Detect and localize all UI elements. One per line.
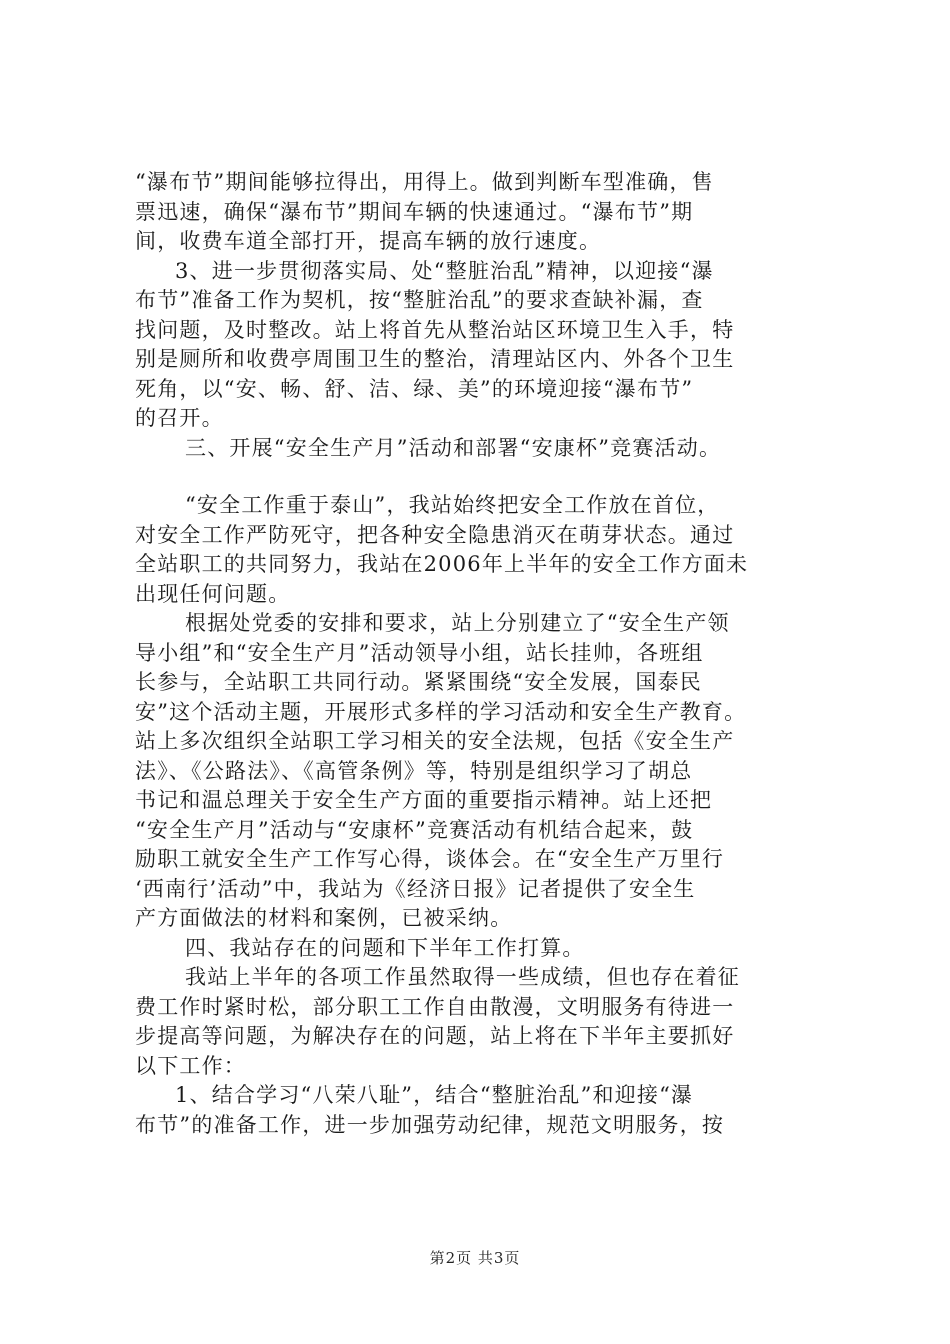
paragraph-line: 全站职工的共同努力，我站在2006年上半年的安全工作方面未 [135, 552, 749, 576]
paragraph-line: ‘西南行’活动”中，我站为《经济日报》记者提供了安全生 [135, 876, 696, 901]
paragraph-line: 票迅速，确保“瀑布节”期间车辆的快速通过。“瀑布节”期 [135, 199, 694, 224]
paragraph-line: 对安全工作严防死守，把各种安全隐患消灭在萌芽状态。通过 [135, 522, 735, 547]
paragraph-line: 出现任何问题。 [135, 581, 291, 606]
paragraph-line: 步提高等问题，为解决存在的问题，站上将在下半年主要抓好 [135, 1024, 735, 1048]
paragraph-line: 以下工作： [135, 1053, 246, 1078]
paragraph-line: 站上多次组织全站职工学习相关的安全法规，包括《安全生产 [135, 729, 735, 753]
paragraph-line: 间，收费车道全部打开，提高车辆的放行速度。 [135, 229, 602, 253]
paragraph-line: “安全工作重于泰山”，我站始终把安全工作放在首位， [185, 493, 720, 517]
paragraph-line: 安”这个活动主题，开展形式多样的学习活动和安全生产教育。 [135, 699, 747, 724]
paragraph-line: 费工作时紧时松，部分职工工作自由散漫，文明服务有待进一 [135, 994, 735, 1019]
paragraph-line: 励职工就安全生产工作写心得，谈体会。在“安全生产万里行 [135, 847, 725, 871]
paragraph-line: 的召开。 [135, 406, 224, 430]
paragraph-line: “瀑布节”期间能够拉得出，用得上。做到判断车型准确，售 [135, 170, 714, 194]
paragraph-line: 别是厕所和收费亭周围卫生的整治，清理站区内、外各个卫生 [135, 347, 735, 371]
paragraph-line: 书记和温总理关于安全生产方面的重要指示精神。站上还把 [135, 788, 713, 812]
page-footer: 第2页 共3页 [429, 1249, 521, 1267]
paragraph-line: 产方面做法的材料和案例，已被采纳。 [135, 906, 513, 930]
section-heading: 三、开展“安全生产月”活动和部署“安康杯”竞赛活动。 [185, 435, 722, 460]
paragraph-line: 法》、《公路法》、《高管条例》等，特别是组织学习了胡总 [135, 758, 693, 783]
paragraph-line: 找问题，及时整改。站上将首先从整治站区环境卫生入手，特 [135, 317, 735, 342]
paragraph-line: 布节”准备工作为契机，按“整脏治乱”的要求查缺补漏，查 [135, 288, 704, 312]
paragraph-line: 导小组”和“安全生产月”活动领导小组，站长挂帅，各班组 [135, 640, 704, 665]
paragraph-line: “安全生产月”活动与“安康杯”竞赛活动有机结合起来，鼓 [135, 817, 694, 842]
section-heading: 四、我站存在的问题和下半年工作打算。 [185, 935, 585, 960]
paragraph-line: 1、结合学习“八荣八耻”，结合“整脏治乱”和迎接“瀑 [175, 1083, 694, 1107]
paragraph-line: 我站上半年的各项工作虽然取得一些成绩，但也存在着征 [185, 965, 740, 989]
document-body [135, 168, 855, 1140]
paragraph-line: 布节”的准备工作，进一步加强劳动纪律，规范文明服务，按 [135, 1112, 725, 1137]
paragraph-line: 死角，以“安、畅、舒、洁、绿、美”的环境迎接“瀑布节” [135, 376, 694, 401]
paragraph-line: 长参与，全站职工共同行动。紧紧围绕“安全发展，国泰民 [135, 670, 702, 694]
paragraph-line: 3、进一步贯彻落实局、处“整脏治乱”精神，以迎接“瀑 [175, 258, 714, 283]
paragraph-line: 根据处党委的安排和要求，站上分别建立了“安全生产领 [185, 611, 730, 635]
